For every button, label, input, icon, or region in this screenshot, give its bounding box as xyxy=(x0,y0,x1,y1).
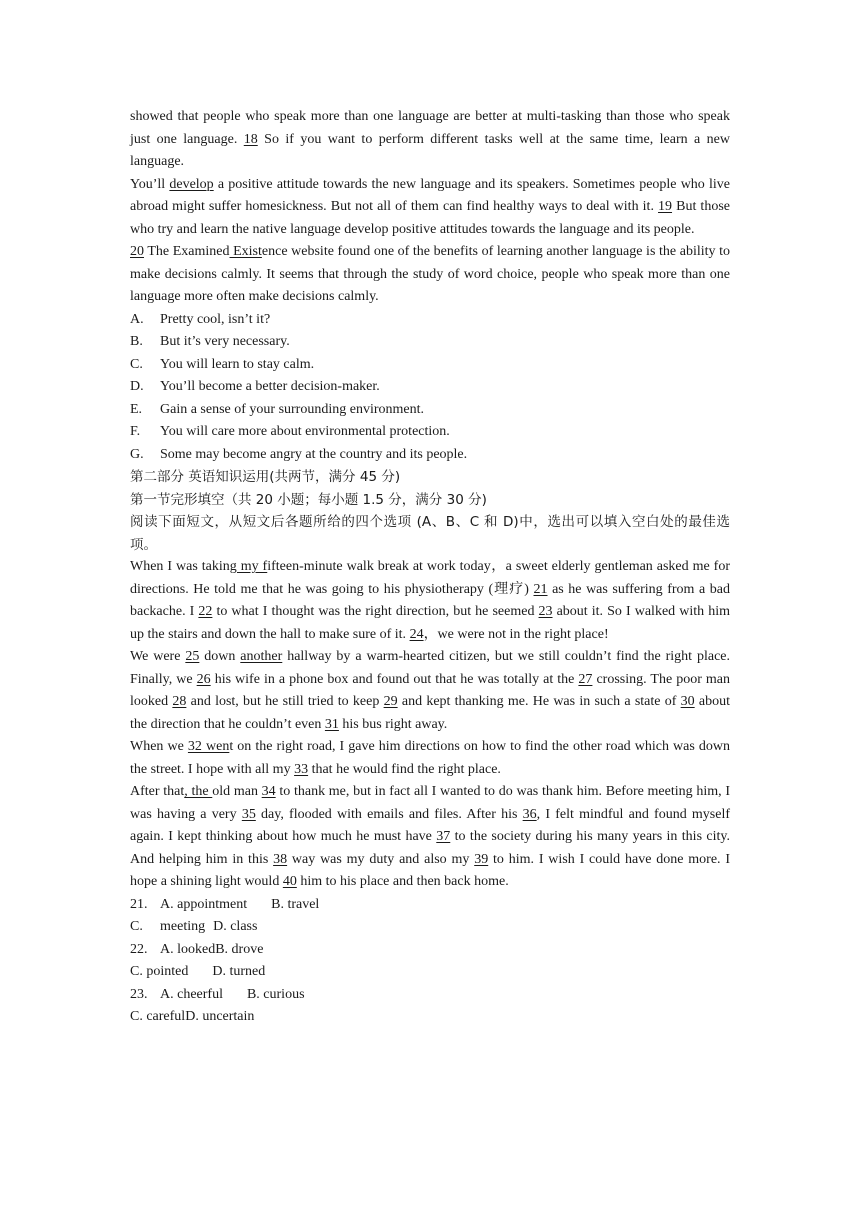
option-text: You will learn to stay calm. xyxy=(160,356,315,372)
underlined-word: g my f xyxy=(229,559,268,574)
blank-24: 24 xyxy=(409,626,424,642)
option-key: G. xyxy=(130,446,144,462)
text: We were xyxy=(130,649,186,664)
choice-b: B. travel xyxy=(271,896,320,912)
passage-paragraph-3 xyxy=(130,241,730,309)
underlined-word: another xyxy=(240,649,283,664)
blank-26: 26 xyxy=(196,671,211,687)
text: When we xyxy=(130,739,188,754)
choice-c: C. pointed xyxy=(130,964,189,979)
blank-29: 29 xyxy=(383,694,398,709)
blank-33: 33 xyxy=(294,761,309,777)
question-number: 21. xyxy=(130,896,148,912)
question-21 xyxy=(130,894,730,939)
text: him to his place and then back home. xyxy=(296,874,509,889)
option-key: F. xyxy=(130,424,141,439)
text: and kept thanking me. He was in such a state of xyxy=(397,694,681,709)
underlined-word: Exist xyxy=(229,244,262,259)
choice-d: D. uncertain xyxy=(185,1009,255,1024)
blank-20: 20 xyxy=(130,244,144,259)
blank-34: 34 xyxy=(261,784,276,799)
text: You’ll xyxy=(130,176,170,192)
text: hallway by a warm-hearted citizen, but we still couldn’t find the right place. Finally, we xyxy=(130,649,730,687)
text: But those who try and learn the native language develop positive attitudes towards the language and its people. xyxy=(130,199,730,237)
option-key: D. xyxy=(130,379,144,394)
blank-23: 23 xyxy=(538,604,553,619)
choice-b: B. drove xyxy=(215,941,264,957)
cloze-paragraph-4 xyxy=(130,781,730,894)
option-d xyxy=(130,376,730,399)
section-instructions: 阅读下面短文，从短文后各题所给的四个选项 (A、B、C 和 D)中，选出可以填入空白处的最佳选项。 xyxy=(130,514,730,553)
blank-38: 38 xyxy=(273,851,288,867)
text: and lost, but he still tried to keep xyxy=(186,694,384,709)
option-text: Some may become angry at the country and its people. xyxy=(160,446,468,462)
choice-a: A. looked xyxy=(160,941,216,957)
section-heading-part2: 第二部分 英语知识运用(共两节，满分 45 分) xyxy=(130,469,401,485)
text: about it. So I walked with him up the stairs and down the hall to make sure of it. xyxy=(130,604,730,642)
choice-c: C. careful xyxy=(130,1009,186,1024)
text: that he would find the right place. xyxy=(308,761,501,777)
question-22 xyxy=(130,939,730,984)
option-text: But it’s very necessary. xyxy=(160,334,290,349)
options-list xyxy=(130,309,730,467)
choice-d: D. class xyxy=(213,919,258,934)
text: about the direction that he couldn’t even xyxy=(130,694,731,732)
text: his wife in a phone box and found out that he was totally at the xyxy=(210,671,579,687)
option-c xyxy=(130,354,730,377)
choice-a: A. appointment xyxy=(160,896,248,912)
blank-28: 28 xyxy=(172,694,187,709)
option-b xyxy=(130,331,730,354)
blank-27: 27 xyxy=(578,671,593,687)
section-heading-cloze: 第一节完形填空（共 20 小题；每小题 1.5 分，满分 30 分) xyxy=(130,491,487,508)
text: crossing. The poor man looked xyxy=(130,671,730,709)
text: to the society during his many years in this city. And helping him in this xyxy=(130,829,730,867)
option-text: Gain a sense of your surrounding environment. xyxy=(160,401,424,417)
text: to him. I wish I could have done more. I hope a shining light would xyxy=(130,851,731,889)
text: So if you want to perform different tasks well at the same time, learn a new language. xyxy=(130,131,730,169)
blank-35: 35 xyxy=(241,806,256,822)
option-e xyxy=(130,399,730,422)
passage-paragraph-2 xyxy=(130,174,730,242)
blank-21: 21 xyxy=(533,581,548,597)
option-g xyxy=(130,444,730,467)
text: ，we were not in the right place! xyxy=(423,626,609,642)
blank-40: 40 xyxy=(282,874,297,889)
text: old man xyxy=(212,784,262,799)
text: way was my duty and also my xyxy=(287,851,475,867)
text: showed that people who speak more than one language are better at multi-tasking than those who speak just one language. xyxy=(130,109,730,147)
question-number: 23. xyxy=(130,986,148,1002)
option-text: Pretty cool, isn’t it? xyxy=(160,311,271,327)
question-23 xyxy=(130,984,730,1029)
cloze-paragraph-1 xyxy=(130,556,730,646)
blank-37: 37 xyxy=(436,829,451,844)
text: When I was takin xyxy=(130,559,230,574)
text: down xyxy=(199,649,241,664)
blank-36: 36 xyxy=(522,806,537,822)
text: The Examined xyxy=(144,244,230,259)
passage-paragraph-1 xyxy=(130,106,730,174)
blank-31: 31 xyxy=(324,716,339,732)
document-page xyxy=(130,106,730,1029)
option-f xyxy=(130,421,730,444)
option-key: A. xyxy=(130,311,144,327)
option-text: You will care more about environmental protection. xyxy=(160,424,450,439)
text: , I felt mindful and found myself again. I kept thinking about how much he must have xyxy=(130,806,731,844)
text: his bus right away. xyxy=(338,716,448,732)
option-text: You’ll become a better decision-maker. xyxy=(160,379,380,394)
choice-a: A. cheerful xyxy=(160,986,223,1002)
cloze-paragraph-2 xyxy=(130,646,730,736)
blank-22: 22 xyxy=(198,604,213,619)
option-key: B. xyxy=(130,334,143,349)
choice-key: C. xyxy=(130,919,143,934)
choice-c: meeting xyxy=(160,919,206,934)
blank-18: 18 xyxy=(243,131,258,147)
text: ifteen-minute walk break at work today，a sweet elderly gentleman asked me for directions. He told me that he was going to his physiotherapy (理疗) xyxy=(130,559,730,597)
blank-39: 39 xyxy=(474,851,489,867)
blank-25: 25 xyxy=(185,649,200,664)
option-key: E. xyxy=(130,401,143,417)
text: to thank me, but in fact all I wanted to do was thank him. Before meeting him, I was having a very xyxy=(130,784,730,822)
cloze-paragraph-3 xyxy=(130,736,730,781)
text: ence website found one of the benefits of learning another language is the ability to make decisions calmly. It seems that through the study of word choice, people who speak more than one language more often make decisions calmly. xyxy=(130,244,731,304)
underlined-word: , the xyxy=(184,784,213,799)
text: as he was suffering from a bad backache. I xyxy=(130,581,730,619)
blank-32: 32 wen xyxy=(187,739,230,754)
text: to what I thought was the right direction, but he seemed xyxy=(212,604,539,619)
choice-b: B. curious xyxy=(246,986,305,1002)
option-a xyxy=(130,309,730,332)
text: day, flooded with emails and files. After his xyxy=(255,806,523,822)
text: a positive attitude towards the new language and its speakers. Sometimes people who live abroad might suffer homesickness. But not all of them can find healthy ways to deal with it. xyxy=(130,176,730,214)
underlined-word: develop xyxy=(169,176,214,192)
blank-19: 19 xyxy=(658,199,673,214)
option-key: C. xyxy=(130,356,143,372)
text: t on the right road, I gave him directions on how to find the other road which was down the street. I hope with all my xyxy=(130,739,731,777)
question-number: 22. xyxy=(130,941,148,957)
blank-30: 30 xyxy=(680,694,695,709)
text: After that xyxy=(130,784,185,799)
choice-d: D. turned xyxy=(212,964,266,979)
